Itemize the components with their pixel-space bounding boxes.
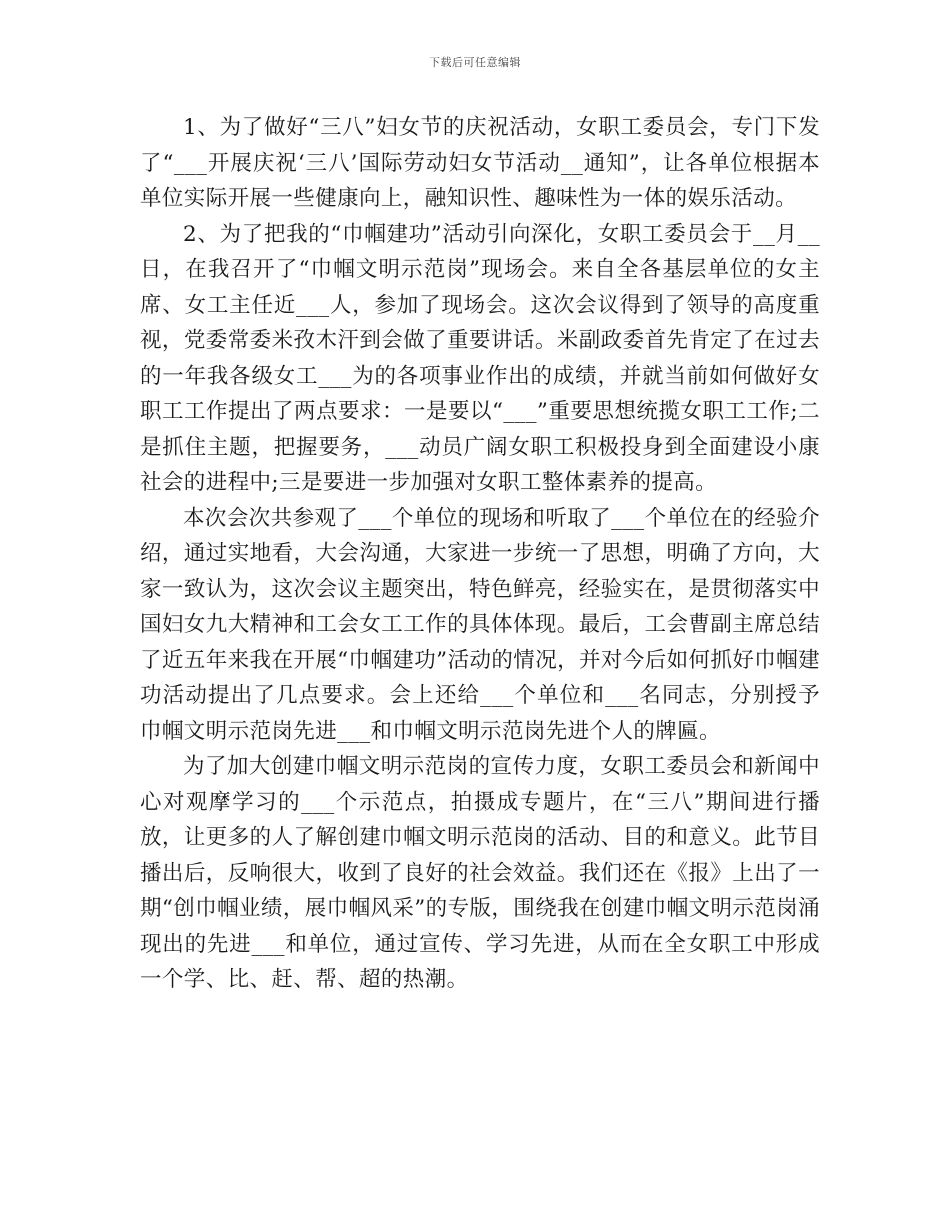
document-body xyxy=(140,110,820,998)
paragraph-publicity: 为了加大创建巾帼文明示范岗的宣传力度，女职工委员会和新闻中心对观摩学习的___个示范点，拍摄成专题片，在“三八”期间进行播放，让更多的人了解创建巾帼文明示范岗的活动、目的和意义。此节目播出后，反响很大，收到了良好的社会效益。我们还在《报》上出了一期“创巾帼业绩，展巾帼风采”的专版，围绕我在创建巾帼文明示范岗涌现出的先进___和单位，通过宣传、学习先进，从而在全女职工中形成一个学、比、赶、帮、超的热潮。 xyxy=(140,754,820,992)
page-header-note: 下载后可任意编辑 xyxy=(429,56,521,69)
paragraph-celebration: 1、为了做好“三八”妇女节的庆祝活动，女职工委员会，专门下发了“___开展庆祝‘三八’国际劳动妇女节活动__通知”，让各单位根据本单位实际开展一些健康向上，融知识性、趣味性为一体的娱乐活动。 xyxy=(140,115,820,211)
paragraph-onsite-meeting: 2、为了把我的“巾帼建功”活动引向深化，女职工委员会于__月__日，在我召开了“巾帼文明示范岗”现场会。来自全各基层单位的女主席、女工主任近___人，参加了现场会。这次会议得到了领导的高度重视，党委常委米孜木汗到会做了重要讲话。米副政委首先肯定了在过去的一年我各级女工___为的各项事业作出的成绩，并就当前如何做好女职工工作提出了两点要求：一是要以“___”重要思想统揽女职工工作;二是抓住主题，把握要务，___动员广阔女职工积极投身到全面建设小康社会的进程中;三是要进一步加强对女职工整体素养的提高。 xyxy=(140,221,820,495)
paragraph-visit-summary: 本次会次共参观了___个单位的现场和听取了___个单位在的经验介绍，通过实地看，大会沟通，大家进一步统一了思想，明确了方向，大家一致认为，这次会议主题突出，特色鲜亮，经验实在，是贯彻落实中国妇女九大精神和工会女工工作的具体体现。最后，工会曹副主席总结了近五年来我在开展“巾帼建功”活动的情况，并对今后如何抓好巾帼建功活动提出了几点要求。会上还给___个单位和___名同志，分别授予巾帼文明示范岗先进___和巾帼文明示范岗先进个人的牌匾。 xyxy=(140,505,820,744)
